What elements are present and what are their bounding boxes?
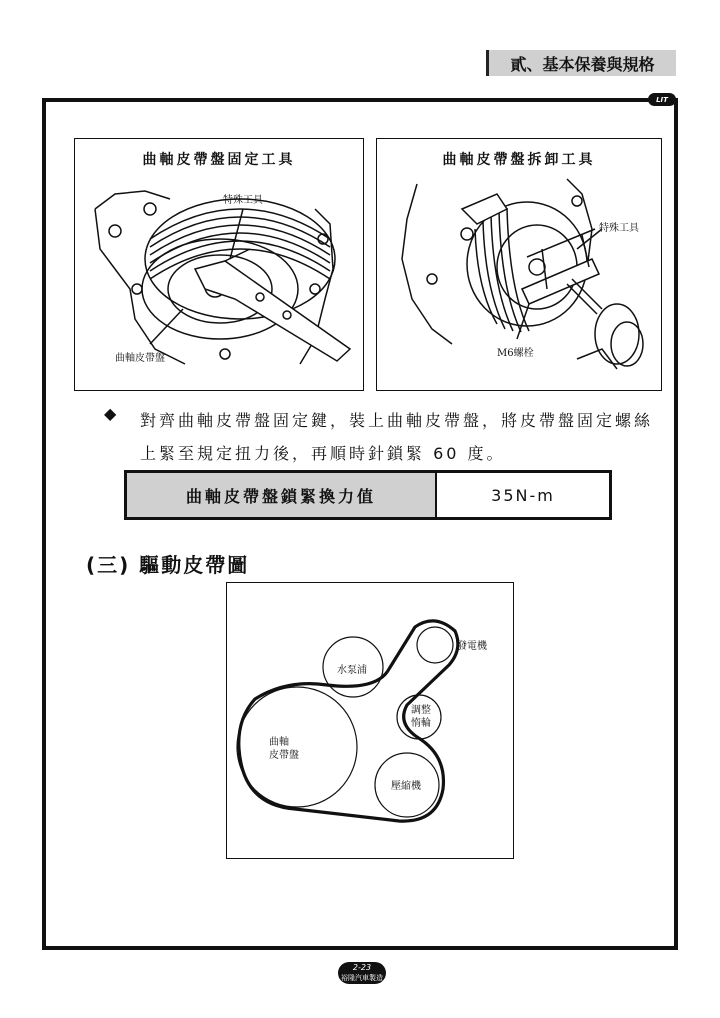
alternator-pulley (417, 627, 453, 663)
label-crankshaft-line1: 曲軸 (269, 737, 289, 748)
torque-spec-table (124, 470, 612, 520)
callout-m6-bolt: M6螺栓 (497, 348, 534, 359)
crankshaft-pulley (237, 687, 357, 807)
page-number-badge (338, 962, 386, 984)
figure-title: 曲軸皮帶盤固定工具 (142, 152, 296, 168)
label-alternator: 發電機 (457, 641, 487, 652)
callout-special-tool: 特殊工具 (599, 223, 639, 234)
drive-belt-diagram (226, 582, 514, 859)
figure-pulley-removal-tool (376, 138, 662, 391)
torque-spec-value: 35N-m (491, 485, 555, 505)
pulley-holding-illustration (75, 139, 365, 392)
publisher-name: 裕隆汽車製造 (341, 974, 383, 982)
figure-title: 曲軸皮帶盤拆卸工具 (442, 152, 596, 168)
page-number: 2-23 (352, 963, 372, 972)
label-compressor: 壓縮機 (391, 781, 421, 792)
top-rule (42, 98, 678, 102)
section-heading: (三) 驅動皮帶圖 (86, 553, 250, 577)
header-logo: LIT (648, 93, 676, 106)
label-crankshaft-line2: 皮帶盤 (269, 750, 299, 761)
figure-pulley-holding-tool (74, 138, 364, 391)
pulley-removal-illustration (377, 139, 663, 392)
callout-special-tool: 特殊工具 (223, 195, 263, 206)
frame-right-border (674, 100, 678, 950)
drive-belt-routing (227, 583, 515, 860)
callout-crank-pulley: 曲軸皮帶盤 (115, 353, 165, 364)
bottom-rule (42, 946, 678, 950)
label-tensioner-line2: 惰輪 (411, 718, 431, 729)
frame-left-border (42, 100, 46, 950)
label-water-pump: 水泵浦 (337, 665, 367, 676)
chapter-title: 貳、基本保養與規格 (486, 50, 676, 76)
label-tensioner-line1: 調整 (411, 705, 431, 716)
torque-spec-label: 曲軸皮帶盤鎖緊換力值 (127, 473, 437, 517)
instruction-text: 對齊曲軸皮帶盤固定鍵，裝上曲軸皮帶盤，將皮帶盤固定螺絲上緊至規定扭力後，再順時針鎖緊 60 度。 (140, 411, 654, 463)
diamond-bullet-icon: ◆ (104, 404, 117, 423)
